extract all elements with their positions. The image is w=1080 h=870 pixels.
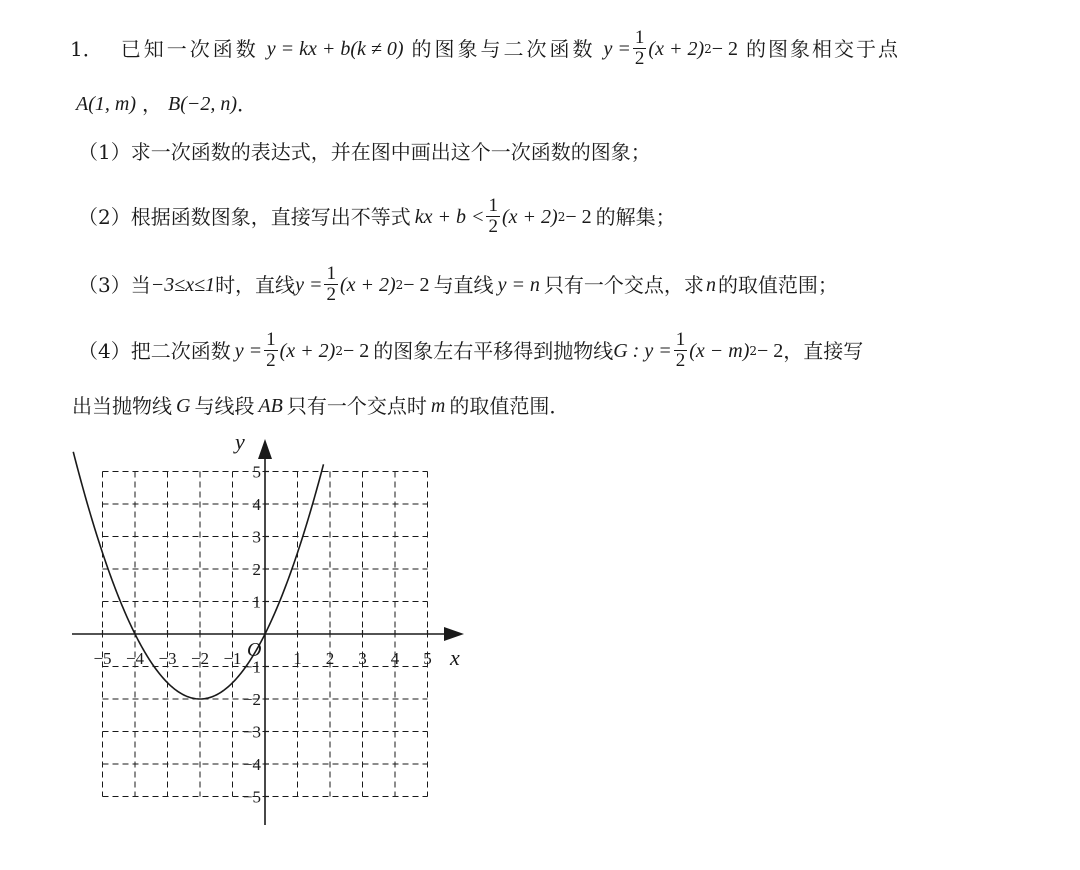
part-2: （2） 根据函数图象，直接写出不等式 kx + b < $\frac{1}{2}$ (x + 2) 2 − 2 的解集；	[78, 195, 676, 237]
part-2-text-a: 根据函数图象，直接写出不等式	[130, 204, 411, 229]
parabola-g-rhs: (x − m)	[689, 339, 750, 362]
fraction-numerator: 1	[266, 329, 276, 350]
fraction-half	[486, 196, 500, 237]
part-4-text-f: 只有一个交点时	[286, 394, 427, 418]
fraction-denominator: 2	[326, 284, 336, 305]
fraction-half	[264, 330, 278, 371]
y-tick-label: 5	[252, 462, 261, 482]
origin-label: O	[247, 639, 262, 661]
quad-lhs: y =	[603, 37, 631, 60]
y-tick-label: 1	[252, 592, 261, 612]
part-4-text-b: 的图象左右平移得到抛物线	[373, 338, 614, 363]
axes	[72, 439, 464, 825]
x-tick-label: −2	[190, 649, 210, 668]
part-1-label: （1）	[78, 140, 131, 164]
quad-minus-two: − 2	[342, 339, 370, 362]
fraction-numerator: 1	[634, 27, 645, 48]
part-3-label: （3）	[78, 272, 131, 297]
point-separator: ，	[141, 92, 162, 116]
part-4-text-a: 把二次函数	[130, 338, 231, 363]
x-tick-label: 2	[325, 649, 335, 668]
part-3-text-b: 时，直线	[215, 272, 296, 297]
part-4-continued	[72, 392, 569, 420]
fraction-numerator: 1	[488, 195, 498, 216]
x-tick-label: −3	[158, 649, 177, 668]
part-4-text-e: 与线段	[194, 394, 255, 418]
x-tick-label: −1	[223, 649, 242, 668]
problem-period: ．	[237, 92, 258, 116]
part-1	[78, 138, 651, 166]
problem-stem-a: 已知一次函数	[120, 36, 259, 61]
fraction-half	[324, 264, 338, 305]
x-tick-label: 1	[293, 649, 302, 668]
y-tick-label: −2	[242, 690, 261, 709]
part-2-text-b: 的解集；	[595, 204, 676, 229]
fraction-half	[674, 330, 688, 371]
variable-n: n	[705, 273, 716, 296]
part-4-text-c: ，直接写	[783, 338, 864, 363]
fraction-numerator: 1	[675, 329, 686, 350]
quad-rhs: (x + 2)	[501, 205, 558, 228]
x-axis-label: x	[450, 645, 460, 670]
part-4: （4） 把二次函数 y = $\frac{1}{2}$ (x + 2) 2 − 2 的图象左右平移得到抛物线 G : y = $\frac{1}{2}$ (x − m) 2 − 2 ，直接写	[78, 329, 864, 371]
part-3-text-c: 与直线	[433, 272, 494, 297]
quad-minus-two: − 2	[757, 339, 784, 362]
y-tick-label: −5	[242, 787, 261, 807]
fraction-half	[633, 28, 647, 69]
quad-rhs: (x + 2)	[279, 339, 336, 362]
part-3-text-e: 的取值范围；	[717, 272, 838, 297]
quad-minus-two: − 2	[711, 37, 739, 60]
variable-g: G	[176, 395, 191, 417]
quad-minus-two: − 2	[403, 273, 430, 296]
y-axis-label: y	[235, 429, 245, 454]
x-axis-arrow-icon	[444, 627, 464, 641]
coordinate-graph	[60, 425, 480, 835]
part-4-text-d: 出当抛物线	[72, 394, 172, 418]
y-tick-label: −4	[242, 755, 261, 774]
quad-lhs: y =	[295, 273, 323, 296]
problem-stem-b: 的图象与二次函数	[411, 36, 596, 61]
point-a: A(1, m)	[76, 93, 136, 115]
x-tick-label: 4	[390, 649, 400, 668]
fraction-denominator: 2	[634, 48, 645, 69]
x-tick-label: −5	[93, 649, 112, 668]
fraction-numerator: 1	[326, 263, 336, 284]
part-3-text-a: 当	[130, 272, 151, 297]
parabola-g-lhs: G : y =	[613, 339, 672, 362]
problem-stem-c: 的图象相交于点	[746, 36, 901, 61]
x-tick-label: −4	[125, 649, 145, 668]
y-tick-label: −1	[242, 657, 261, 677]
fraction-denominator: 2	[266, 350, 276, 371]
fraction-denominator: 2	[488, 216, 498, 237]
y-tick-label: 3	[252, 527, 261, 547]
linear-function: y = kx + b(k ≠ 0)	[266, 37, 404, 60]
quad-rhs: (x + 2)	[648, 37, 705, 60]
part-4-label: （4）	[78, 338, 131, 363]
part-2-label: （2）	[78, 204, 131, 229]
fraction-denominator: 2	[675, 350, 686, 371]
y-tick-label: −3	[242, 722, 261, 742]
y-tick-label: 4	[252, 495, 261, 514]
part-3: （3） 当 −3≤x≤1 时，直线 y = $\frac{1}{2}$ (x + 2) 2 − 2 与直线 y = n 只有一个交点，求 n 的取值范围；	[78, 263, 838, 305]
x-range: −3≤x≤1	[150, 273, 216, 296]
problem-line-1: 1． 已知一次函数 y = kx + b(k ≠ 0) 的图象与二次函数 y = $\frac{1}{2}$ (x + 2) 2 − 2 的图象相交于点	[70, 27, 901, 69]
quad-lhs: y =	[234, 339, 263, 362]
quad-rhs: (x + 2)	[339, 273, 396, 296]
variable-m: m	[430, 395, 446, 417]
part-4-text-g: 的取值范围．	[449, 394, 570, 418]
x-tick-label: 5	[423, 649, 432, 668]
part-1-text: 求一次函数的表达式，并在图中画出这个一次函数的图象；	[130, 140, 651, 164]
part-3-text-d: 只有一个交点，求	[543, 272, 704, 297]
segment-ab: AB	[258, 395, 283, 417]
problem-line-2	[76, 90, 257, 118]
y-axis-arrow-icon	[258, 439, 272, 459]
point-b: B(−2, n)	[167, 93, 238, 115]
quad-minus-two: − 2	[565, 205, 592, 228]
inequality-lhs: kx + b <	[414, 205, 485, 228]
problem-number: 1．	[70, 36, 103, 61]
x-tick-label: 3	[358, 649, 367, 668]
y-tick-label: 2	[252, 560, 261, 579]
line-equation: y = n	[497, 273, 540, 296]
